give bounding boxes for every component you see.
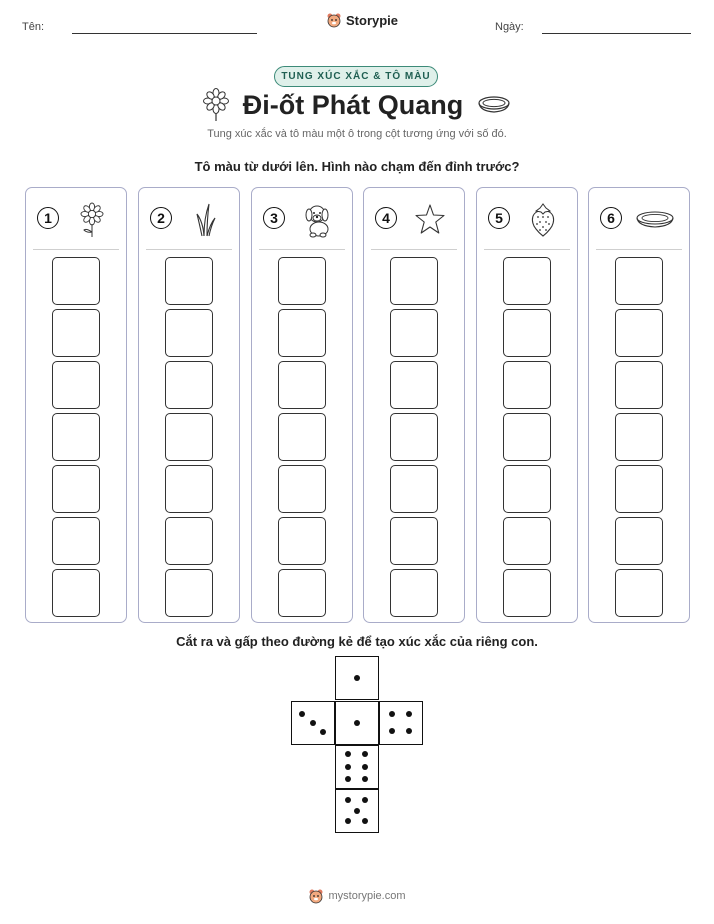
date-line[interactable] xyxy=(542,33,691,34)
column-divider xyxy=(146,249,232,250)
column-header xyxy=(364,202,464,238)
color-box[interactable] xyxy=(615,257,663,305)
color-box[interactable] xyxy=(278,309,326,357)
column-number: 2 xyxy=(150,207,172,229)
star-icon xyxy=(409,202,451,238)
color-box[interactable] xyxy=(390,465,438,513)
footer-url: mystorypie.com xyxy=(328,890,406,902)
color-box[interactable] xyxy=(390,413,438,461)
puppy-icon xyxy=(297,202,339,238)
color-box[interactable] xyxy=(615,517,663,565)
dice-pip xyxy=(362,764,368,770)
dice-pip xyxy=(389,711,395,717)
bowl-icon xyxy=(477,94,511,116)
dice-face-3 xyxy=(291,701,335,745)
color-box[interactable] xyxy=(52,413,100,461)
column-header xyxy=(477,202,577,238)
color-box[interactable] xyxy=(278,257,326,305)
dice-pip xyxy=(354,808,360,814)
strawberry-icon xyxy=(522,202,564,238)
color-box[interactable] xyxy=(165,465,213,513)
color-box[interactable] xyxy=(278,465,326,513)
column-3 xyxy=(251,187,353,623)
page-title: Đi-ốt Phát Quang xyxy=(242,89,464,120)
color-box[interactable] xyxy=(615,413,663,461)
dice-pip xyxy=(345,764,351,770)
column-number: 1 xyxy=(37,207,59,229)
dice-pip xyxy=(406,728,412,734)
color-box[interactable] xyxy=(165,309,213,357)
dice-pip xyxy=(362,818,368,824)
column-divider xyxy=(371,249,457,250)
dice-pip xyxy=(354,675,360,681)
color-box[interactable] xyxy=(503,569,551,617)
dice-pip xyxy=(345,751,351,757)
color-box[interactable] xyxy=(52,361,100,409)
color-box[interactable] xyxy=(52,257,100,305)
dice-pip xyxy=(299,711,305,717)
column-number: 5 xyxy=(488,207,510,229)
dice-pip xyxy=(362,776,368,782)
color-box[interactable] xyxy=(503,257,551,305)
dice-face-4 xyxy=(379,701,423,745)
color-box[interactable] xyxy=(165,517,213,565)
color-box[interactable] xyxy=(503,309,551,357)
dice-pip xyxy=(354,720,360,726)
dice-face-5 xyxy=(335,789,379,833)
dice-pip xyxy=(345,818,351,824)
dice-pip xyxy=(310,720,316,726)
color-box[interactable] xyxy=(165,413,213,461)
column-5 xyxy=(476,187,578,623)
flower-icon xyxy=(71,202,113,238)
color-box[interactable] xyxy=(390,309,438,357)
column-divider xyxy=(259,249,345,250)
column-6 xyxy=(588,187,690,623)
column-divider xyxy=(484,249,570,250)
flower-icon xyxy=(203,88,229,122)
column-number: 4 xyxy=(375,207,397,229)
dice-face-6 xyxy=(335,745,379,789)
color-box[interactable] xyxy=(503,517,551,565)
dice-pip xyxy=(362,751,368,757)
footer xyxy=(0,888,714,904)
column-header xyxy=(252,202,352,238)
color-box[interactable] xyxy=(278,361,326,409)
name-line[interactable] xyxy=(72,33,257,34)
date-label: Ngày: xyxy=(495,21,524,33)
column-header xyxy=(139,202,239,238)
name-label: Tên: xyxy=(22,21,45,33)
color-box[interactable] xyxy=(503,361,551,409)
brand-name: Storypie xyxy=(346,12,399,28)
column-number: 6 xyxy=(600,207,622,229)
dice-pip xyxy=(345,776,351,782)
dice-pip xyxy=(345,797,351,803)
column-1 xyxy=(25,187,127,623)
color-box[interactable] xyxy=(390,517,438,565)
column-2 xyxy=(138,187,240,623)
color-box[interactable] xyxy=(278,413,326,461)
column-header xyxy=(26,202,126,238)
color-box[interactable] xyxy=(165,569,213,617)
dice-pip xyxy=(320,729,326,735)
bear-logo-icon xyxy=(308,888,324,904)
column-number: 3 xyxy=(263,207,285,229)
dice-pip xyxy=(389,728,395,734)
color-box[interactable] xyxy=(390,361,438,409)
column-header xyxy=(589,202,689,238)
color-box[interactable] xyxy=(503,465,551,513)
bowl-icon xyxy=(634,202,676,238)
color-box[interactable] xyxy=(52,517,100,565)
dice-pip xyxy=(406,711,412,717)
color-box[interactable] xyxy=(278,569,326,617)
title-row xyxy=(0,88,714,122)
color-box[interactable] xyxy=(52,309,100,357)
color-box[interactable] xyxy=(390,569,438,617)
column-4 xyxy=(363,187,465,623)
color-box[interactable] xyxy=(615,361,663,409)
color-box[interactable] xyxy=(278,517,326,565)
color-box[interactable] xyxy=(52,569,100,617)
column-divider xyxy=(596,249,682,250)
activity-badge: TUNG XÚC XẮC & TÔ MÀU xyxy=(274,66,438,87)
cut-instruction: Cắt ra và gấp theo đường kẻ để tạo xúc xắc của riêng con. xyxy=(176,634,538,649)
color-box[interactable] xyxy=(615,569,663,617)
color-box[interactable] xyxy=(390,257,438,305)
color-box[interactable] xyxy=(165,361,213,409)
dice-pip xyxy=(362,797,368,803)
instruction: Tô màu từ dưới lên. Hình nào chạm đến đỉnh trước? xyxy=(194,159,520,174)
grass-icon xyxy=(184,202,226,238)
column-divider xyxy=(33,249,119,250)
dice-face-1 xyxy=(335,656,379,700)
color-box[interactable] xyxy=(165,257,213,305)
color-box[interactable] xyxy=(503,413,551,461)
bear-logo-icon xyxy=(326,12,342,28)
subtitle: Tung xúc xắc và tô màu một ô trong cột tương ứng với số đó. xyxy=(207,128,507,140)
color-box[interactable] xyxy=(52,465,100,513)
dice-face-1 xyxy=(335,701,379,745)
storypie-logo xyxy=(326,12,398,28)
color-box[interactable] xyxy=(615,465,663,513)
color-box[interactable] xyxy=(615,309,663,357)
